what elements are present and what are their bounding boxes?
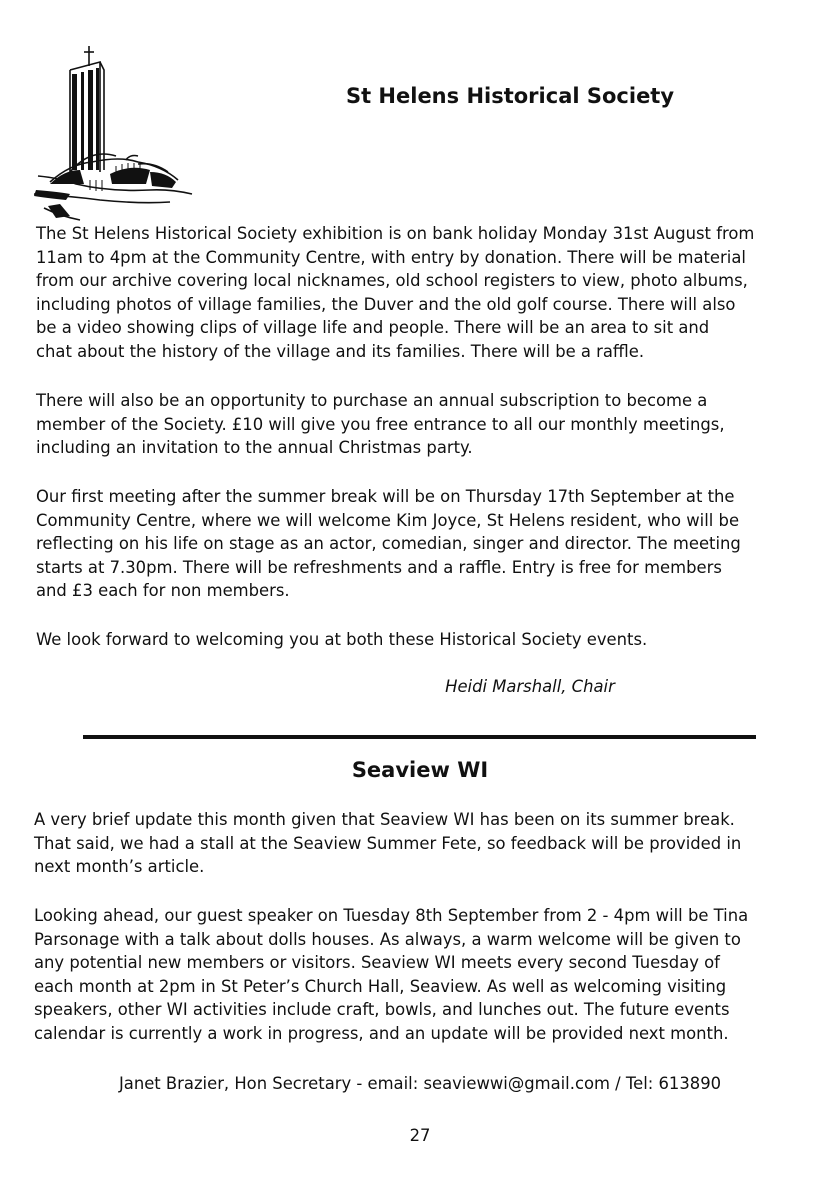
- seaview-wi-title: Seaview WI: [351, 758, 489, 782]
- historical-society-paragraph-4: We look forward to welcoming you at both these Historical Society events.: [36, 630, 648, 649]
- page-number: 27: [409, 1126, 431, 1145]
- seaview-wi-paragraph-2: Looking ahead, our guest speaker on Tuesday 8th September from 2 - 4pm will be Tina Parsonage with a talk about dolls houses. As always, a warm welcome will be given to any potential new members or visitors. Seaview WI meets every second Tuesday of each month at 2pm in St Peter’s Church Hall, Seaview. As well as welcoming visiting speakers, other WI activities include craft, bowls, and lunches out. The future events calendar is currently a work in progress, and an update will be provided next month.: [34, 906, 749, 1043]
- historical-society-title: St Helens Historical Society: [345, 84, 675, 108]
- historical-society-signature: Heidi Marshall, Chair: [445, 677, 615, 696]
- historical-society-paragraph-2: There will also be an opportunity to purchase an annual subscription to become a member of the Society. £10 will give you free entrance to all our monthly meetings, including an invitation to the annual Christmas party.: [36, 391, 725, 458]
- seaview-wi-paragraph-1: A very brief update this month given that Seaview WI has been on its summer break. That said, we had a stall at the Seaview Summer Fete, so feedback will be provided in next month’s article.: [34, 810, 742, 877]
- seaview-wi-contact: Janet Brazier, Hon Secretary - email: seaviewwi@gmail.com / Tel: 613890: [118, 1074, 722, 1093]
- section-divider: [83, 735, 756, 739]
- church-tower-logo-icon: [30, 44, 195, 222]
- historical-society-paragraph-3: Our first meeting after the summer break will be on Thursday 17th September at the Community Centre, where we will welcome Kim Joyce, St Helens resident, who will be reflecting on his life on stage as an actor, comedian, singer and director. The meeting starts at 7.30pm. There will be refreshments and a raffle. Entry is free for members and £3 each for non members.: [36, 487, 741, 601]
- historical-society-paragraph-1: The St Helens Historical Society exhibition is on bank holiday Monday 31st August from 11am to 4pm at the Community Centre, with entry by donation. There will be material from our archive covering local nicknames, old school registers to view, photo albums, including photos of village families, the Duver and the old golf course. There will also be a video showing clips of village life and people. There will be an area to sit and chat about the history of the village and its families. There will be a raffle.: [36, 224, 755, 361]
